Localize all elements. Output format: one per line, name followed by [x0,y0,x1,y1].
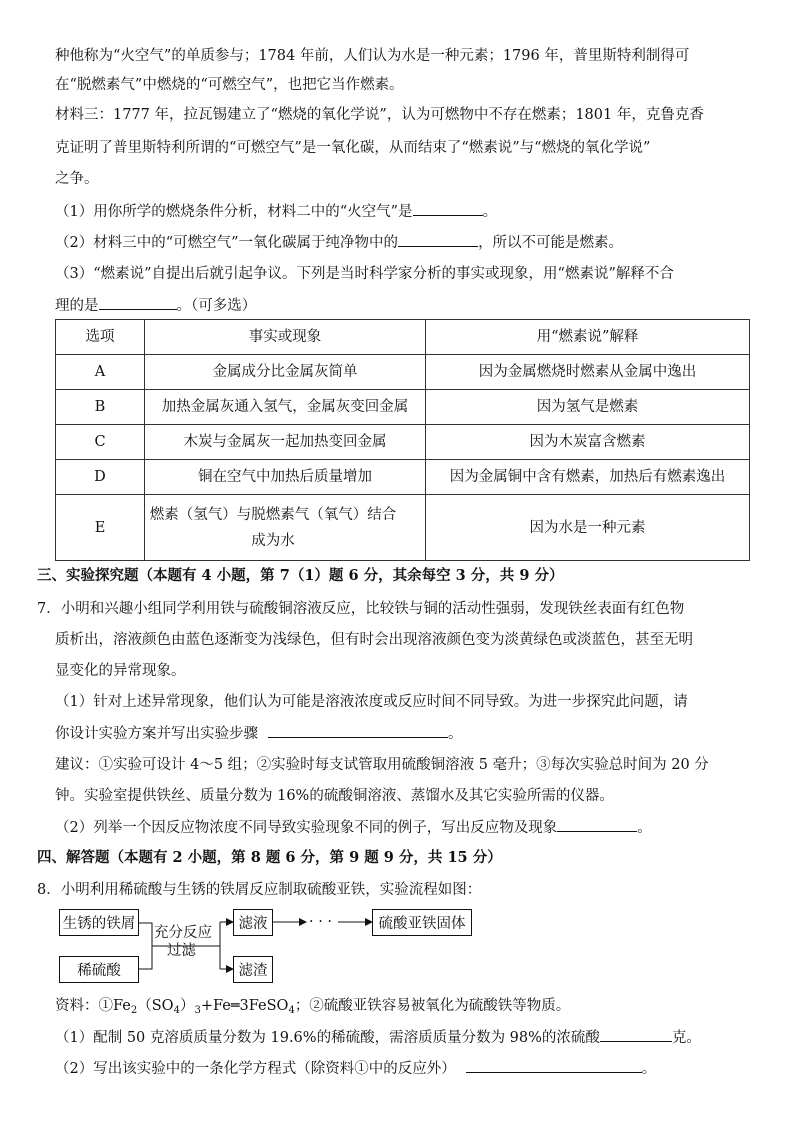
question-8-stem: 8．小明利用稀硫酸与生锈的铁屑反应制取硫酸亚铁，实验流程如图： [37,882,482,898]
question-8-2-end: 。 [641,1061,657,1077]
table-row [56,460,750,495]
flow-box-rusty-iron: 生锈的铁屑 [59,909,139,936]
question-8-2-text: （2）写出该实验中的一条化学方程式（除资料①中的反应外） [55,1061,456,1077]
question-7-line-2: 质析出，溶液颜色由蓝色逐渐变为浅绿色，但有时会出现溶液颜色变为淡黄绿色或淡蓝色，甚至无明 [55,632,693,648]
table-cell-fact: 加热金属灰通入氢气，金属灰变回金属 [145,390,426,425]
reference-sub-4: 4 [288,1005,295,1016]
table-row [56,390,750,425]
table-cell-option: C [56,425,145,460]
table-cell-fact: 木炭与金属灰一起加热变回金属 [145,425,426,460]
reference-info-prefix: 资料：①Fe [55,998,131,1014]
question-6-3-line-1: （3）“燃素说”自提出后就引起争议。下列是当时科学家分析的事实或现象，用“燃素说”解释不合 [55,266,674,282]
table-row [56,355,750,390]
question-8-1-text: （1）配制 50 克溶质质量分数为 19.6%的稀硫酸，需溶质质量分数为 98%的浓硫酸 [55,1030,600,1046]
question-7-line-1: 7．小明和兴趣小组同学利用铁与硫酸铜溶液反应，比较铁与铜的活动性强弱，发现铁丝表面有红色物 [37,601,685,617]
table-cell-option: A [56,355,145,390]
answer-blank-8-2[interactable] [466,1058,642,1073]
table-cell-option: B [56,390,145,425]
flow-merge-bracket [139,923,152,969]
flow-box-product: 硫酸亚铁固体 [372,909,472,936]
reference-sub-3: 3 [194,1005,201,1016]
reference-sub-1: 2 [130,1005,138,1016]
material3-line-2: 克证明了普里斯特利所谓的“可燃空气”是一氧化碳，从而结束了“燃素说”与“燃烧的氧化学说” [55,140,651,156]
table-cell-explanation: 因为金属燃烧时燃素从金属中逸出 [426,355,750,390]
suggestion-line-2: 钟。实验室提供铁丝、质量分数为 16%的硫酸铜溶液、蒸馏水及其它实验所需的仪器。 [55,788,614,804]
material3-line-1: 材料三：1777 年，拉瓦锡建立了“燃烧的氧化学说”，认为可燃物中不存在燃素；1801 年，克鲁克香 [55,107,704,123]
answer-blank-6-2[interactable] [398,232,478,247]
answer-blank-6-3[interactable] [99,295,177,310]
answer-blank-7-2[interactable] [557,817,637,832]
flow-label-filter: 过滤 [167,943,196,959]
question-6-2-end: ，所以不可能是燃素。 [478,235,624,251]
question-7-1-line-2 [55,723,463,744]
question-8-1-end: 克。 [671,1030,701,1046]
table-cell-explanation: 因为金属铜中含有燃素，加热后有燃素逸出 [426,460,750,495]
question-7-1-text: 你设计实验方案并写出实验步骤 [55,726,258,742]
material3-line-3: 之争。 [55,171,99,187]
table-cell-explanation: 因为水是一种元素 [426,495,750,561]
flow-ellipsis: · · · [309,914,333,930]
answer-blank-6-1[interactable] [413,201,483,216]
flow-box-filtrate: 滤液 [233,909,273,936]
section-4-heading: 四、解答题（本题有 2 小题，第 8 题 6 分，第 9 题 9 分，共 15 分） [37,849,502,866]
material2-line-2: 在“脱燃素气”中燃烧的“可燃空气”，也把它当作燃素。 [55,77,404,93]
table-header-explanation: 用“燃素说”解释 [426,320,750,355]
reference-info-mid2: ） [179,998,195,1014]
section-3-heading: 三、实验探究题（本题有 4 小题，第 7（1）题 6 分，其余每空 3 分，共 9 分） [37,567,564,584]
question-8-1 [55,1027,701,1048]
table-cell-fact: 铜在空气中加热后质量增加 [145,460,426,495]
flow-label-react: 充分反应 [154,925,212,941]
question-6-1 [55,201,497,222]
reference-info [55,996,570,1021]
table-cell-fact: 燃素（氢气）与脱燃素气（氧气）结合成为水 [145,495,426,561]
table-cell-option: E [56,495,145,561]
answer-blank-7-1[interactable] [268,723,448,738]
question-7-2-text: （2）列举一个因反应物浓度不同导致实验现象不同的例子，写出反应物及现象 [55,820,558,836]
question-6-3-end: 。（可多选） [176,298,257,314]
reference-info-mid3: +Fe═3FeSO [200,998,289,1014]
table-cell-option: D [56,460,145,495]
question-6-1-end: 。 [482,204,498,220]
question-7-2-end: 。 [637,820,652,836]
table-cell-explanation: 因为氢气是燃素 [426,390,750,425]
question-6-3-line-2 [55,295,256,316]
question-8-2 [55,1058,656,1079]
reference-info-mid1: （SO [137,998,174,1014]
material2-line-1: 种他称为“火空气”的单质参与；1784 年前，人们认为水是一种元素；1796 年，普里斯特利制得可 [55,48,690,64]
flow-box-dilute-acid: 稀硫酸 [59,956,139,983]
question-6-2 [55,232,623,253]
table-cell-fact: 金属成分比金属灰简单 [145,355,426,390]
suggestion-line-1: 建议：①实验可设计 4～5 组；②实验时每支试管取用硫酸铜溶液 5 毫升；③每次实验总时间为 20 分 [55,757,709,773]
table-header-row [56,320,750,355]
question-7-2 [55,817,652,838]
question-7-1-line-1: （1）针对上述异常现象，他们认为可能是溶液浓度或反应时间不同导致。为进一步探究此问题，请 [55,694,688,710]
answer-blank-8-1[interactable] [600,1027,672,1042]
table-header-option: 选项 [56,320,145,355]
table-row [56,495,750,561]
question-7-line-3: 显变化的异常现象。 [55,663,186,679]
reference-sub-2: 4 [173,1005,180,1016]
flow-box-residue: 滤渣 [233,956,273,983]
table-row [56,425,750,460]
table-cell-explanation: 因为木炭富含燃素 [426,425,750,460]
table-header-fact: 事实或现象 [145,320,426,355]
question-6-3-text: 理的是 [55,298,99,314]
reference-info-rest: ；②硫酸亚铁容易被氧化为硫酸铁等物质。 [294,998,571,1014]
question-6-1-text: （1）用你所学的燃烧条件分析，材料二中的“火空气”是 [55,204,413,220]
question-7-1-end: 。 [448,726,463,742]
options-table [55,319,750,561]
question-6-2-text: （2）材料三中的“可燃空气”一氧化碳属于纯净物中的 [55,235,399,251]
